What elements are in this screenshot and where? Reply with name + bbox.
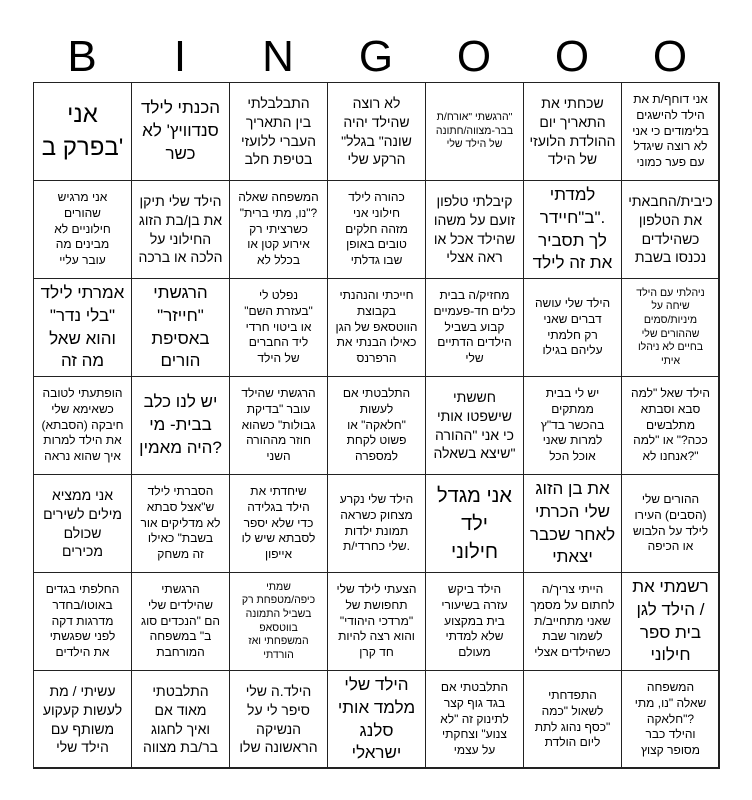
- bingo-cell-text: הצעתי לילד שלי תחפושת של "מרדכי היהודי" והוא רצה להיות חד קרן: [336, 581, 417, 660]
- bingo-cell[interactable]: [327, 474, 426, 573]
- bingo-cell-text: יש לנו כלב בבית- מי ?היה מאמין: [139, 392, 222, 457]
- bingo-cell[interactable]: [523, 180, 622, 279]
- bingo-cell[interactable]: [523, 474, 622, 573]
- bingo-cell[interactable]: [33, 278, 132, 377]
- bingo-cell-text: יש לי בבית ממתקים בהכשר בד"ץ למרות שאני אוכל הכל: [540, 385, 605, 464]
- header-letter-o-1: O: [456, 32, 492, 81]
- bingo-cell[interactable]: [425, 670, 524, 769]
- bingo-cell[interactable]: [131, 670, 230, 769]
- bingo-cell[interactable]: [33, 474, 132, 573]
- bingo-cell[interactable]: [523, 82, 622, 181]
- bingo-cell[interactable]: [33, 82, 132, 181]
- bingo-cell-text: הופתעתי לטובה כשאימא שלי חיבקה (הסבתא) את הילד למרות איך שהוא נראה: [41, 385, 124, 464]
- bingo-cell[interactable]: [131, 82, 230, 181]
- bingo-cell-text: אני 'בפרק ב: [41, 101, 124, 161]
- bingo-cell-text: חייכתי והנהנתי בקבוצת הווטסאפ של הגן כאילו הבנתי את הרפרנס: [335, 287, 418, 366]
- bingo-cell-text: הילד שלי מלמד אותי סלנג ישראלי: [337, 674, 416, 763]
- bingo-cell-text: אני ממציא מילים לשירים שכולם מכירים: [43, 486, 122, 560]
- bingo-cell-text: אמרתי לילד "בלי נדר" והוא שאל מה זה: [40, 282, 125, 371]
- header-letter-i: I: [173, 32, 187, 81]
- bingo-card-grid: [33, 82, 719, 768]
- bingo-cell[interactable]: [425, 474, 524, 573]
- bingo-cell[interactable]: [229, 572, 328, 671]
- bingo-cell[interactable]: [327, 180, 426, 279]
- bingo-cell-text: עשיתי / מת לעשות קעקוע משותף עם הילד שלי: [42, 682, 123, 756]
- bingo-cell[interactable]: [425, 376, 524, 475]
- bingo-cell-text: התלבטתי מאוד אם ואיך לחגוג בר/בת מצווה: [142, 682, 219, 756]
- bingo-cell[interactable]: [327, 376, 426, 475]
- bingo-cell-text: הרגשתי שהילדים שלי הם "הנכדים סוג ב" במשפחה המורחבת: [141, 581, 220, 660]
- bingo-cell[interactable]: [425, 572, 524, 671]
- bingo-cell-text: הרגשתי "חייזר" באסיפת הורים: [151, 282, 210, 371]
- bingo-cell[interactable]: [131, 180, 230, 279]
- bingo-cell-text: נפלט לי "בעזרת השם" או ביטוי חרדי ליד החברים של הילד: [244, 287, 313, 366]
- bingo-cell[interactable]: [327, 82, 426, 181]
- bingo-cell[interactable]: [131, 278, 230, 377]
- bingo-cell-text: שיחדתי את הילד בגלידה כדי שלא יספר לסבתא שיש לו אייפון: [241, 483, 316, 562]
- bingo-cell[interactable]: [425, 180, 524, 279]
- bingo-cell[interactable]: [621, 180, 720, 279]
- bingo-cell[interactable]: [621, 278, 720, 377]
- bingo-cell[interactable]: [229, 278, 328, 377]
- bingo-cell-text: את בן הזוג שלי הכרתי לאחר שכבר יצאתי: [529, 478, 616, 567]
- bingo-cell-text: שכחתי את התאריך יום ההולדת הלועזי של הילד: [529, 94, 616, 168]
- bingo-cell-text: הכנתי לילד סנדוויץ' לא כשר: [140, 98, 221, 163]
- bingo-cell-text: למדתי ."ב"חיידר לך תסביר את זה לילד: [532, 184, 613, 273]
- bingo-cell[interactable]: [621, 376, 720, 475]
- bingo-cell[interactable]: [131, 376, 230, 475]
- bingo-cell-text: התבלבלתי בין התאריך העברי ללועזי בטיפת חלב: [240, 94, 317, 168]
- bingo-cell[interactable]: [621, 572, 720, 671]
- bingo-cell-text: הייתי צריך/ה לחתום על מסמך שאני מתחייב/ת לשמור שבת כשהילדים אצלי: [530, 581, 615, 660]
- bingo-cell[interactable]: [523, 278, 622, 377]
- bingo-cell-text: הרגשתי שהילד עובר "בדיקת גבולות" כשהוא חוזר מההורה השני: [241, 385, 316, 464]
- bingo-cell[interactable]: [33, 180, 132, 279]
- bingo-cell-text: כהורה לילד חילוני אני מזהה חלקים טובים באופן שבו גדלתי: [345, 189, 408, 268]
- header-letter-n: N: [262, 32, 294, 81]
- bingo-cell-text: לא רוצה שהילד יהיה שונה" בגלל" הרקע שלי: [341, 94, 412, 168]
- bingo-cell[interactable]: [621, 474, 720, 573]
- bingo-cell[interactable]: [33, 572, 132, 671]
- bingo-cell-text: התלבטתי אם לעשות "חלאקה" או פשוט לקחת למספרה: [342, 385, 411, 464]
- bingo-cell-text: התפדחתי לשאול "כמה "כסף נהוג לתת ליום הולדת: [534, 687, 611, 750]
- bingo-cell[interactable]: [327, 670, 426, 769]
- bingo-cell-text: התלבטתי אם בגד גוף קצר לתינוק זה "לא צנוע" וצחקתי על עצמי: [440, 679, 509, 758]
- bingo-cell-text: הילד שלי תיקן את בן/בת הזוג החילוני על הלכה או ברכה: [138, 192, 223, 266]
- bingo-cell-text: המשפחה שאלה ?"נו, מתי ברית" כשרציתי רק אירוע קטן או בכלל לא: [238, 189, 319, 268]
- bingo-cell[interactable]: [131, 572, 230, 671]
- bingo-cell[interactable]: [327, 572, 426, 671]
- bingo-cell[interactable]: [621, 670, 720, 769]
- header-letter-o-2: O: [554, 32, 590, 81]
- bingo-cell-text: שמתי כיפה/מטפחת רק בשביל התמונה בווטסאפ המשפחתי ואז הורדתי: [241, 580, 316, 661]
- bingo-cell-text: הילד שאל "למה סבא וסבתא מתלבשים ככה?" או "למה "?אנחנו לא: [630, 385, 711, 464]
- bingo-cell[interactable]: [327, 278, 426, 377]
- bingo-cell-text: כיבית/החבאתי את הטלפון כשהילדים נכנסו בשבת: [628, 192, 713, 266]
- header-letter-b: B: [67, 32, 97, 81]
- bingo-cell[interactable]: [425, 278, 524, 377]
- bingo-cell-text: הסברתי לילד ש"אצל סבתא לא מדליקים אור בשבת" כאילו זה משחק: [140, 483, 221, 562]
- bingo-cell-text: הילד.ה שלי סיפר לי על הנשיקה הראשונה שלו: [239, 682, 318, 756]
- bingo-cell-text: "הרגשתי "אורח/ת בבר-מצווה/חתונה של הילד שלי: [435, 111, 514, 151]
- bingo-cell[interactable]: [621, 82, 720, 181]
- bingo-cell[interactable]: [523, 376, 622, 475]
- bingo-cell-text: אני דוחף/ת את הילד להישגים בלימודים כי אני לא רוצה שיגדל עם פער כמוני: [632, 91, 709, 170]
- bingo-cell[interactable]: [229, 82, 328, 181]
- header-letter-g: G: [358, 32, 394, 81]
- bingo-cell[interactable]: [425, 82, 524, 181]
- bingo-cell[interactable]: [33, 670, 132, 769]
- bingo-cell[interactable]: [33, 376, 132, 475]
- bingo-cell[interactable]: [229, 180, 328, 279]
- header-letter-o-3: O: [652, 32, 688, 81]
- bingo-cell-text: הילד ביקש עזרה בשיעורי בית במקצוע שלא למדתי מעולם: [441, 581, 508, 660]
- bingo-cell[interactable]: [229, 376, 328, 475]
- bingo-cell-text: אני מרגיש שהורים חילוניים לא מבינים מה עובר עליי: [54, 189, 111, 268]
- bingo-cell-text: חששתי שישפטו אותי כי אני "ההורה "שיצא בשאלה: [433, 388, 516, 462]
- bingo-cell-text: קיבלתי טלפון זועם על משהו שהילד אכל או ראה אצלי: [433, 192, 516, 266]
- bingo-cell-text: אני מגדל ילד חילוני: [437, 484, 512, 563]
- bingo-cell[interactable]: [523, 670, 622, 769]
- bingo-cell-text: המשפחה שאלה "נו, מתי ?"חלאקה והילד כבר מסופר קצוץ: [634, 679, 707, 758]
- bingo-cell[interactable]: [229, 474, 328, 573]
- bingo-cell[interactable]: [523, 572, 622, 671]
- bingo-cell[interactable]: [131, 474, 230, 573]
- bingo-cell-text: הילד שלי נקרע מצחוק כשראה תמונת ילדות .שלי כחרדי/ת: [339, 491, 414, 554]
- bingo-cell-text: ההורים שלי (הסבים) העירו לילד על הלבוש או הכיפה: [632, 491, 709, 554]
- bingo-cell[interactable]: [229, 670, 328, 769]
- bingo-cell-text: ניהלתי עם הילד שיחה על מיניות/סמים שההורים שלי בחיים לא ניהלו איתי: [636, 286, 705, 367]
- bingo-header: [33, 28, 719, 86]
- bingo-cell-text: הילד שלי עושה דברים שאני רק חלמתי עליהם בגילו: [534, 295, 611, 358]
- bingo-cell-text: רשמתי את / הילד לגן בית ספר חילוני: [632, 576, 709, 665]
- bingo-cell-text: החלפתי בגדים באוטו/בחדר מדרגות דקה לפני שפגשתי את הילדים: [45, 581, 120, 660]
- bingo-cell-text: מחזיק/ה בבית כלים חד-פעמיים קבוע בשביל הילדים הדתיים שלי: [433, 287, 516, 366]
